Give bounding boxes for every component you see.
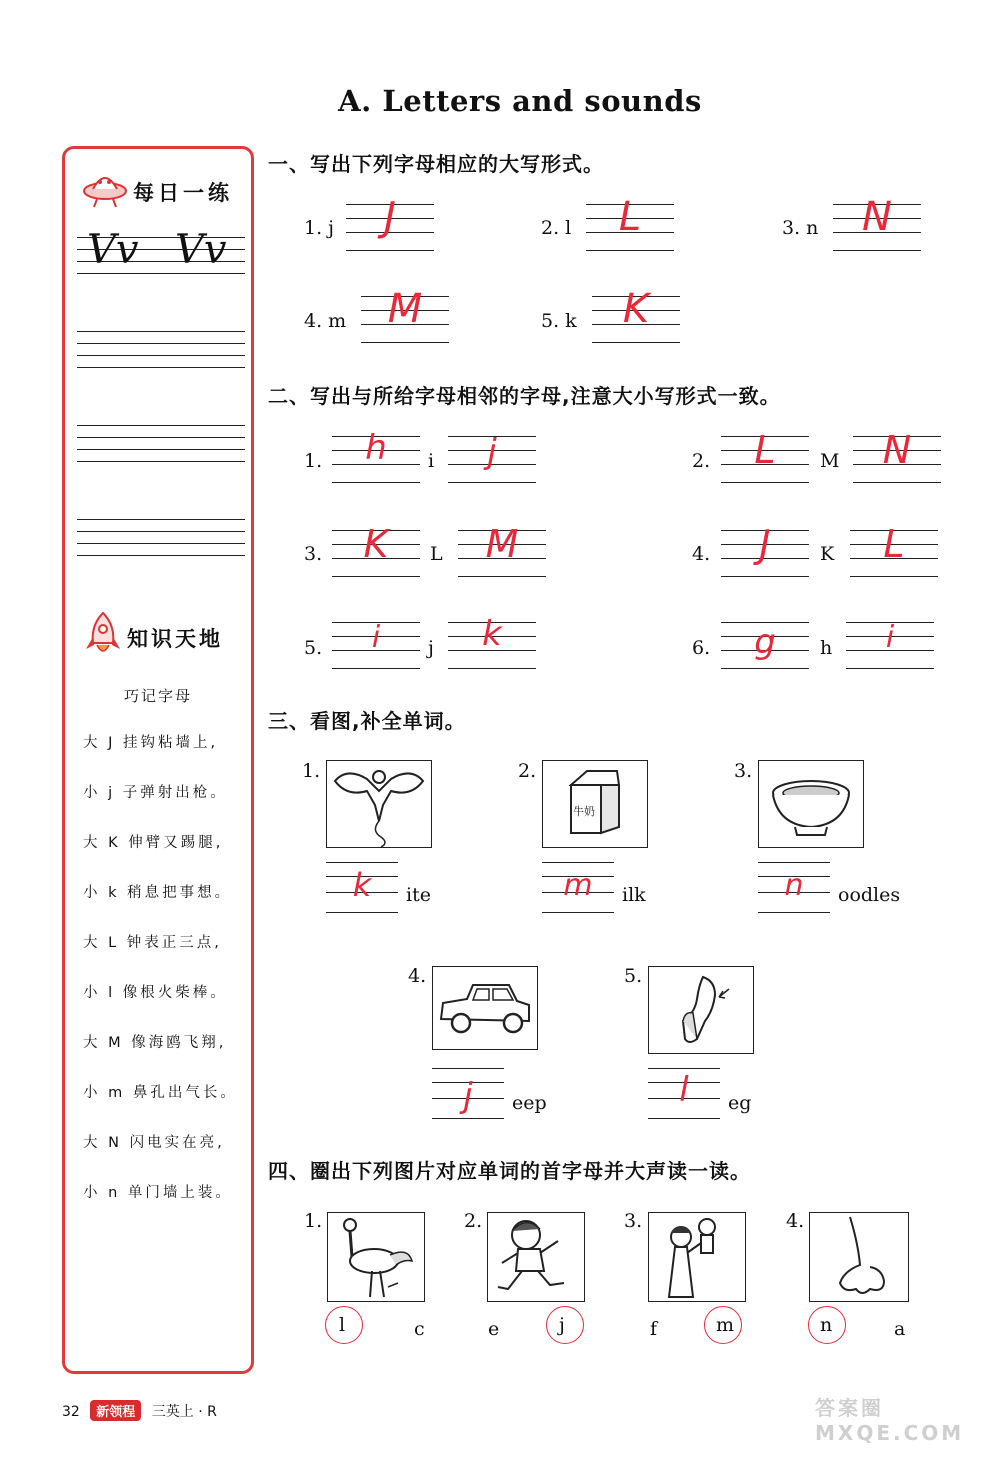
s3-num: 1. [302,760,321,782]
s1-item-label: 3. n [782,217,819,239]
practice-lines [77,425,245,465]
s3-num: 4. [408,965,427,987]
poem-line: 大 J 挂钩粘墙上, [83,735,219,751]
kite-icon [327,761,431,847]
s3-num: 3. [734,760,753,782]
s4-option: e [488,1318,500,1340]
s3-answer: j [463,1076,473,1116]
s2-num: 2. [692,450,711,472]
s2-given-letter: h [820,637,833,659]
s3-word-rest: eg [728,1092,752,1114]
picture-frame [327,1212,425,1302]
s4-num: 4. [786,1210,805,1232]
s2-answer-before: i [371,620,381,655]
s3-answer: n [784,868,804,903]
milk-carton-icon [543,761,647,847]
poem-line: 小 m 鼻孔出气长。 [83,1085,238,1101]
page-number: 32 [62,1404,80,1420]
answer-circle [546,1306,584,1344]
section-1-heading: 一、写出下列字母相应的大写形式。 [268,152,604,176]
s1-answer: N [862,194,892,240]
s2-num: 5. [304,637,323,659]
noodles-bowl-icon [759,761,863,847]
s1-item-label: 2. l [541,217,572,239]
watermark: 答案圈 MXQE.COM [815,1396,965,1445]
s2-given-letter: j [428,637,434,659]
jumping-boy-icon [488,1213,584,1301]
s3-answer: l [679,1070,689,1110]
s2-num: 4. [692,543,711,565]
s3-num: 5. [624,965,643,987]
poem-line: 大 M 像海鸥飞翔, [83,1035,227,1051]
sidebar-panel [62,146,254,1374]
s3-answer: m [563,868,593,903]
s2-answer-after: M [485,522,519,566]
s4-num: 2. [464,1210,483,1232]
picture-frame [326,760,432,848]
picture-frame [432,966,538,1050]
jeep-icon [433,967,537,1049]
s2-answer-after: i [885,620,895,655]
s2-num: 6. [692,637,711,659]
s2-given-letter: M [820,450,840,472]
s3-word-rest: eep [512,1092,547,1114]
practice-lines [77,519,245,559]
section-4-heading: 四、圈出下列图片对应单词的首字母并大声读一读。 [268,1159,751,1183]
rocket-icon [83,611,123,659]
section-2-heading: 二、写出与所给字母相邻的字母,注意大小写形式一致。 [268,384,781,408]
s2-given-letter: i [428,450,435,472]
s1-item-label: 5. k [541,310,577,332]
poem-line: 大 L 钟表正三点, [83,935,222,951]
s3-word-rest: ilk [622,884,646,906]
s4-option: f [650,1318,658,1340]
s4-option: a [894,1318,906,1340]
picture-frame [648,966,754,1054]
practice-lines [77,331,245,371]
s2-num: 3. [304,543,323,565]
s2-answer-after: L [883,522,905,566]
leg-icon [649,967,753,1053]
ostrich-icon [328,1213,424,1301]
picture-frame [758,760,864,848]
knowledge-title: 知识天地 [127,627,223,651]
s1-item-label: 4. m [304,310,347,332]
daily-practice-title: 每日一练 [133,181,233,205]
book-label: 三英上 · R [151,1404,217,1420]
s4-num: 3. [624,1210,643,1232]
poem-line: 小 j 子弹射出枪。 [83,785,228,801]
s2-answer-before: L [754,428,776,472]
s2-answer-before: K [363,522,389,566]
s3-word-rest: ite [406,884,431,906]
s3-num: 2. [518,760,537,782]
poem-line: 小 l 像根火柴棒。 [83,985,228,1001]
poem-line: 小 n 单门墙上装。 [83,1185,233,1201]
s1-answer: J [384,194,396,240]
brand-logo: 新领程 [90,1400,141,1421]
s1-answer: L [618,194,642,240]
milk-label: 牛奶 [573,805,595,818]
s4-option: j [559,1314,565,1336]
page-title: A. Letters and sounds [338,84,702,118]
poem [83,731,243,1231]
picture-frame [487,1212,585,1302]
s2-num: 1. [304,450,323,472]
ufo-icon [81,165,129,211]
mother-baby-icon [649,1213,745,1301]
page-footer [62,1400,217,1421]
poem-line: 大 N 闪电实在亮, [83,1135,225,1151]
s1-item-label: 1. j [304,217,335,239]
s3-answer: k [352,866,372,904]
nose-icon [810,1213,908,1301]
picture-frame [809,1212,909,1302]
picture-frame [648,1212,746,1302]
poem-title: 巧记字母 [123,687,192,705]
s3-word-rest: oodles [838,884,901,906]
s4-num: 1. [304,1210,323,1232]
s4-option: l [339,1314,346,1336]
s2-answer-after: k [482,614,502,654]
s2-answer-before: g [754,622,776,662]
s2-given-letter: L [430,543,443,565]
s2-answer-after: j [487,432,497,472]
picture-frame [542,760,648,848]
practice-letter: Vv [175,227,227,273]
s4-option: n [820,1314,833,1336]
s1-answer: K [622,286,650,332]
poem-line: 大 K 伸臂又踢腿, [83,835,224,851]
s2-answer-after: N [882,428,912,472]
section-3-heading: 三、看图,补全单词。 [268,709,466,733]
s2-given-letter: K [820,543,835,565]
s1-answer: M [387,286,423,332]
s2-answer-before: h [365,428,387,468]
s4-option: c [414,1318,425,1340]
practice-letter: Vv [87,227,139,273]
s2-answer-before: J [759,522,771,566]
s4-option: m [716,1314,735,1336]
poem-line: 小 k 稍息把事想。 [83,885,233,901]
